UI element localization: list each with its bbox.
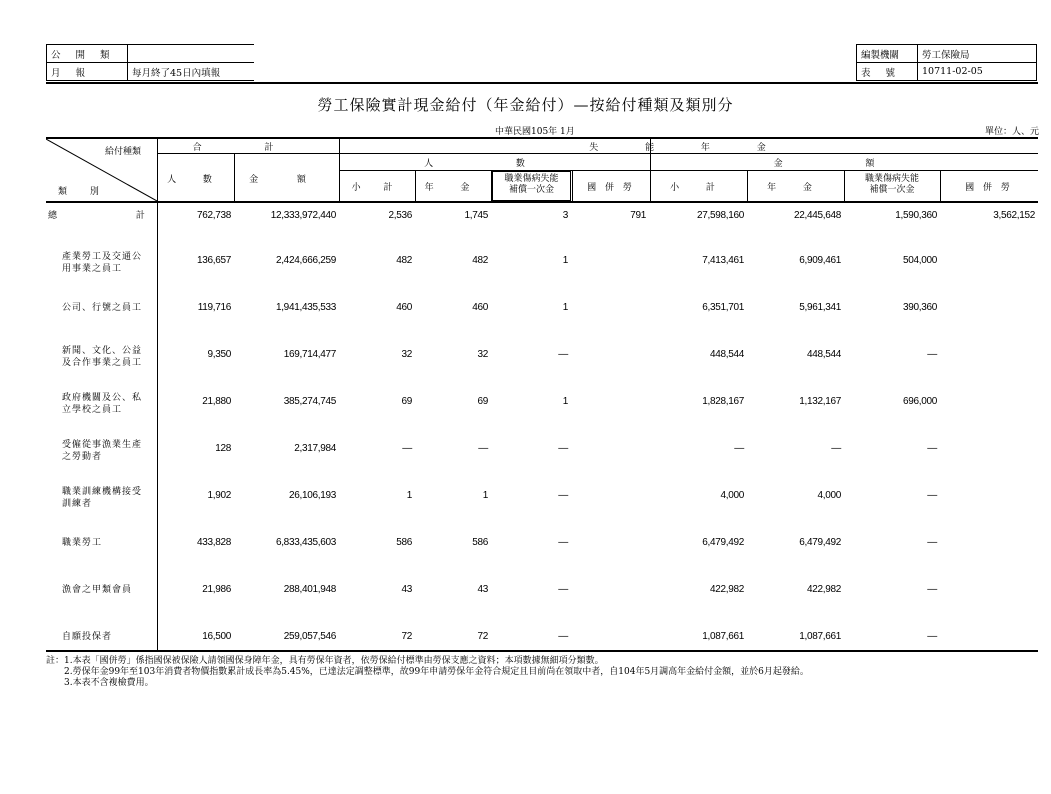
col-p-occ-line2: 補償一次金: [508, 185, 554, 195]
col-p-coop: 國 併 勞: [587, 183, 635, 193]
col-p-subtotal: 小 計: [351, 183, 403, 193]
table-cell-ps: 586: [396, 537, 412, 548]
table-cell-tp: 433,828: [196, 537, 231, 548]
table-cell-ao: 1,590,360: [895, 210, 937, 221]
table-cell-ps: 460: [396, 302, 412, 313]
table-cell-aa: 6,909,461: [799, 255, 841, 266]
table-cell-po: —: [558, 631, 568, 642]
table-cell-ps: 2,536: [388, 210, 412, 221]
table-number-label: 表 號: [857, 63, 918, 81]
table-cell-aa: 4,000: [817, 490, 841, 501]
page-title: 勞工保險實計現金給付（年金給付）—按給付種類及類別分: [317, 96, 734, 114]
row-label: [62, 345, 142, 369]
table-cell-ao: 390,360: [902, 302, 937, 313]
table-cell-pa: 1,745: [464, 210, 488, 221]
table-cell-aa: 22,445,648: [793, 210, 841, 221]
table-cell-po: —: [558, 537, 568, 548]
table-cell-po: 1: [562, 396, 568, 407]
table-cell-pa: 43: [477, 584, 488, 595]
table-cell-pa: 460: [472, 302, 488, 313]
table-cell-ao: 696,000: [902, 396, 937, 407]
row-label-line1: 職業訓練機構接受: [62, 487, 143, 497]
table-cell-ps: 32: [401, 349, 412, 360]
table-cell-tp: 16,500: [202, 631, 231, 642]
table-cell-ta: 2,424,666,259: [275, 255, 336, 266]
table-cell-po: —: [558, 490, 568, 501]
table-cell-po: 1: [562, 255, 568, 266]
col-p-occ: [491, 174, 572, 196]
row-label-line1: 新聞、文化、公益: [62, 346, 143, 356]
report-deadline: 每月終了45日內填報: [128, 63, 255, 81]
table-cell-po: —: [558, 584, 568, 595]
table-cell-as: 422,982: [709, 584, 744, 595]
table-cell-ao: —: [927, 349, 937, 360]
col-a-annuity: 年 金: [767, 183, 824, 193]
table-cell-tp: 136,657: [196, 255, 231, 266]
table-cell-ao: —: [927, 490, 937, 501]
table-cell-po: —: [558, 349, 568, 360]
col-p-occ-line1: 職業傷病失能: [504, 174, 559, 184]
table-cell-ta: 12,333,972,440: [270, 210, 336, 221]
row-label-line2: 訓練者: [62, 499, 93, 509]
table-cell-ta: 288,401,948: [283, 584, 336, 595]
table-cell-as: 7,413,461: [702, 255, 744, 266]
table-cell-pa: 69: [477, 396, 488, 407]
row-label: [62, 439, 142, 463]
table-cell-ta: 2,317,984: [294, 443, 336, 454]
table-cell-as: 6,479,492: [702, 537, 744, 548]
table-cell-pc: 791: [630, 210, 646, 221]
footnotes: [46, 656, 809, 689]
footnote-3: 3.本表不含複檢費用。: [46, 678, 154, 688]
table-cell-ps: 1: [406, 490, 412, 501]
row-label: [62, 486, 142, 510]
table-cell-as: —: [734, 443, 744, 454]
report-date: 中華民國105年 1月: [495, 127, 575, 137]
table-cell-pa: 586: [472, 537, 488, 548]
table-cell-ps: 43: [401, 584, 412, 595]
agency-value: 勞工保險局: [918, 45, 1037, 63]
table-cell-pa: 72: [477, 631, 488, 642]
row-label: [62, 537, 102, 549]
row-label-line2: 之勞動者: [62, 452, 103, 462]
table-cell-as: 4,000: [720, 490, 744, 501]
table-cell-tp: 128: [215, 443, 231, 454]
table-cell-pa: 32: [477, 349, 488, 360]
table-cell-aa: 422,982: [806, 584, 841, 595]
table-cell-ac: 3,562,152: [993, 210, 1035, 221]
footnote-2: 2.勞保年金99年至103年消費者物價指數累計成長率為5.45%，已達法定調整標準，故99年申請勞保年金符合規定且目前尚在領取中者，自104年5月調高年金給付金額，並於6月起發給。: [46, 667, 809, 677]
table-cell-pa: —: [478, 443, 488, 454]
public-class-label: 公 開 類: [47, 45, 128, 63]
table-cell-as: 448,544: [709, 349, 744, 360]
table-cell-tp: 1,902: [207, 490, 231, 501]
col-a-occ: [844, 174, 940, 196]
table-cell-as: 6,351,701: [702, 302, 744, 313]
table-cell-pa: 482: [472, 255, 488, 266]
table-cell-ps: 482: [396, 255, 412, 266]
table-cell-aa: 1,087,661: [799, 631, 841, 642]
table-cell-ao: —: [927, 631, 937, 642]
col-p-annuity: 年 金: [424, 183, 482, 193]
table-cell-ta: 26,106,193: [288, 490, 336, 501]
table-cell-ta: 385,274,745: [283, 396, 336, 407]
footnote-1: 註：1.本表「國併勞」係指國保被保險人請領國保身障年金，具有勞保年資者，依勞保給付標準由勞保支應之資料；本項數據無細項分類數。: [46, 656, 604, 666]
report-type-label: 月 報: [47, 63, 128, 81]
col-type-label: 給付種類: [105, 147, 142, 157]
col-category-label: 類 別: [58, 187, 109, 197]
row-label: [62, 251, 142, 275]
col-persons-header: 人 數: [424, 159, 565, 169]
table-cell-pa: 1: [482, 490, 488, 501]
row-label-line2: 及合作事業之員工: [62, 358, 143, 368]
table-number-value: 10711-02-05: [918, 63, 1037, 81]
row-label: [62, 392, 142, 416]
col-a-occ-line2: 補償一次金: [869, 185, 915, 195]
table-cell-ao: —: [927, 584, 937, 595]
row-label: [48, 210, 156, 222]
table-cell-po: —: [558, 443, 568, 454]
row-label-line1: 總 計: [48, 211, 145, 221]
header-left-box: [46, 44, 254, 81]
unit-label: 單位：人、元: [984, 127, 1039, 137]
col-a-coop: 國 併 勞: [965, 183, 1013, 193]
row-label-line2: 用事業之員工: [62, 264, 123, 274]
col-amount-header: 金 額: [773, 159, 915, 169]
row-label-line1: 公司、行號之員工: [62, 303, 143, 313]
col-a-subtotal: 小 計: [670, 183, 727, 193]
table-cell-aa: 6,479,492: [799, 537, 841, 548]
col-disability-header: 失 能 年 金: [589, 143, 788, 153]
table-cell-aa: 448,544: [806, 349, 841, 360]
table-cell-ps: 72: [401, 631, 412, 642]
row-label-line1: 產業勞工及交通公: [62, 252, 143, 262]
table-cell-ta: 6,833,435,603: [275, 537, 336, 548]
table-cell-tp: 9,350: [207, 349, 231, 360]
table-cell-ao: —: [927, 537, 937, 548]
table-cell-ta: 259,057,546: [283, 631, 336, 642]
table-cell-ao: 504,000: [902, 255, 937, 266]
public-class-value: [128, 45, 255, 63]
row-label-line1: 政府機關及公、私: [62, 393, 143, 403]
col-a-occ-line1: 職業傷病失能: [864, 174, 919, 184]
agency-label: 編製機關: [857, 45, 918, 63]
table-cell-ps: 69: [401, 396, 412, 407]
col-total-persons: 人 數: [167, 175, 224, 185]
row-label-line1: 漁會之甲類會員: [62, 585, 133, 595]
table-cell-tp: 21,986: [202, 584, 231, 595]
header-right-box: [856, 44, 1037, 81]
table-cell-po: 1: [562, 302, 568, 313]
table-cell-ta: 1,941,435,533: [275, 302, 336, 313]
table-cell-aa: 1,132,167: [799, 396, 841, 407]
table-cell-aa: 5,961,341: [799, 302, 841, 313]
table-cell-as: 27,598,160: [696, 210, 744, 221]
table-cell-as: 1,087,661: [702, 631, 744, 642]
table-cell-po: 3: [562, 210, 568, 221]
table-cell-ta: 169,714,477: [283, 349, 336, 360]
row-label-line1: 受僱從事漁業生產: [62, 440, 143, 450]
row-label: [62, 631, 112, 643]
row-label: [62, 584, 132, 596]
row-label-line1: 自願投保者: [62, 632, 113, 642]
table-cell-ps: —: [402, 443, 412, 454]
table-cell-tp: 21,880: [202, 396, 231, 407]
col-total-header: 合 計: [192, 143, 304, 153]
table-cell-ao: —: [927, 443, 937, 454]
table-cell-as: 1,828,167: [702, 396, 744, 407]
table-cell-tp: 119,716: [197, 302, 231, 313]
table-cell-tp: 762,738: [196, 210, 231, 221]
row-label: [62, 302, 142, 314]
col-total-amount: 金 額: [249, 175, 324, 185]
table-cell-aa: —: [831, 443, 841, 454]
row-label-line2: 立學校之員工: [62, 405, 123, 415]
row-label-line1: 職業勞工: [62, 538, 103, 548]
header-rule: [46, 82, 1038, 84]
